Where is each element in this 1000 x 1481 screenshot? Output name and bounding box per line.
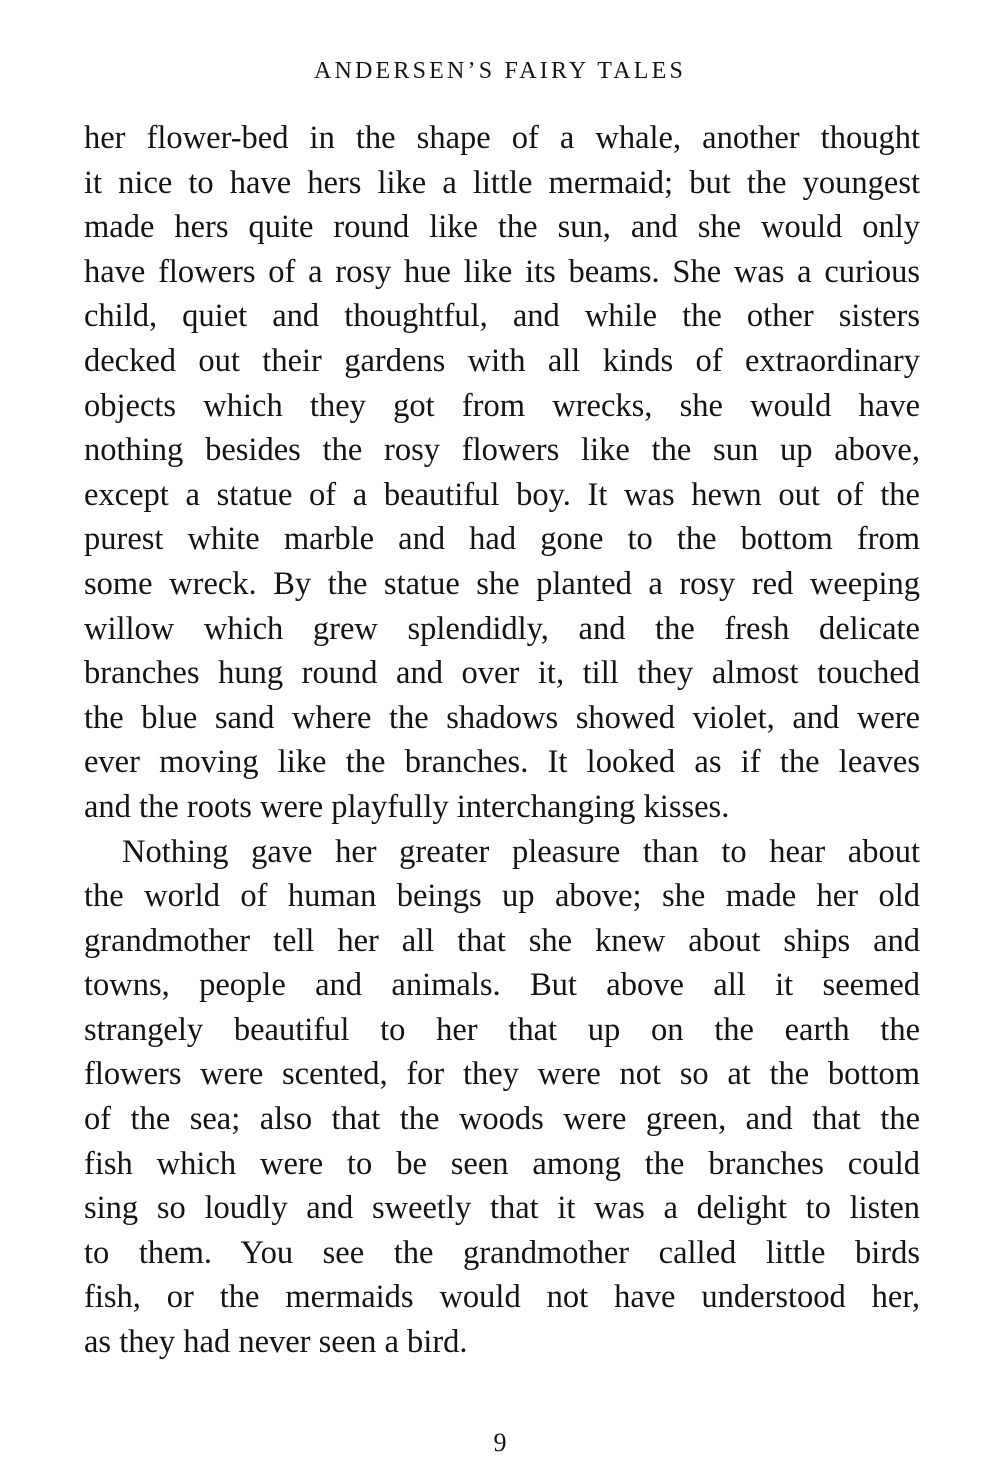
text-line: willow which grew splendidly, and the fresh delicate — [84, 610, 920, 647]
text-line: nothing besides the rosy flowers like the sun up above, — [84, 432, 920, 469]
text-line: fish which were to be seen among the branches could — [84, 1145, 920, 1182]
paragraph-2 — [84, 830, 920, 1365]
text-line: to them. You see the grandmother called little birds — [84, 1234, 920, 1271]
text-line: the blue sand where the shadows showed violet, and were — [84, 699, 920, 736]
text-line: and the roots were playfully interchanging kisses. — [84, 788, 730, 825]
text-line: except a statue of a beautiful boy. It was hewn out of the — [84, 476, 920, 513]
text-line: Nothing gave her greater pleasure than to hear about — [122, 833, 920, 870]
text-line: branches hung round and over it, till they almost touched — [84, 655, 920, 692]
text-line: grandmother tell her all that she knew about ships and — [84, 922, 920, 959]
text-line: towns, people and animals. But above all it seemed — [84, 967, 920, 1004]
text-line: sing so loudly and sweetly that it was a delight to listen — [84, 1190, 920, 1227]
text-line: objects which they got from wrecks, she would have — [84, 387, 920, 424]
paragraph-1 — [84, 116, 920, 830]
body-text — [84, 116, 920, 1365]
text-line: ever moving like the branches. It looked as if the leaves — [84, 744, 920, 781]
text-line: child, quiet and thoughtful, and while the other sisters — [84, 298, 920, 335]
text-line: some wreck. By the statue she planted a rosy red weeping — [84, 565, 920, 602]
text-line: the world of human beings up above; she made her old — [84, 878, 920, 915]
text-line: her flower-bed in the shape of a whale, another thought — [84, 120, 920, 156]
text-line: of the sea; also that the woods were green, and that the — [84, 1101, 920, 1138]
running-head: ANDERSEN’S FAIRY TALES — [313, 58, 687, 84]
text-line: fish, or the mermaids would not have understood her, — [84, 1279, 920, 1316]
text-line: decked out their gardens with all kinds of extraordinary — [84, 342, 920, 379]
text-line: strangely beautiful to her that up on the earth the — [84, 1011, 920, 1048]
text-line: made hers quite round like the sun, and she would only — [84, 209, 920, 246]
text-line: have flowers of a rosy hue like its beams. She was a curious — [84, 253, 920, 290]
text-line: it nice to have hers like a little mermaid; but the youngest — [84, 164, 920, 201]
text-line: flowers were scented, for they were not so at the bottom — [84, 1056, 920, 1093]
text-line: purest white marble and had gone to the bottom from — [84, 521, 920, 558]
text-line: as they had never seen a bird. — [84, 1324, 468, 1361]
page-number: 9 — [493, 1428, 507, 1457]
